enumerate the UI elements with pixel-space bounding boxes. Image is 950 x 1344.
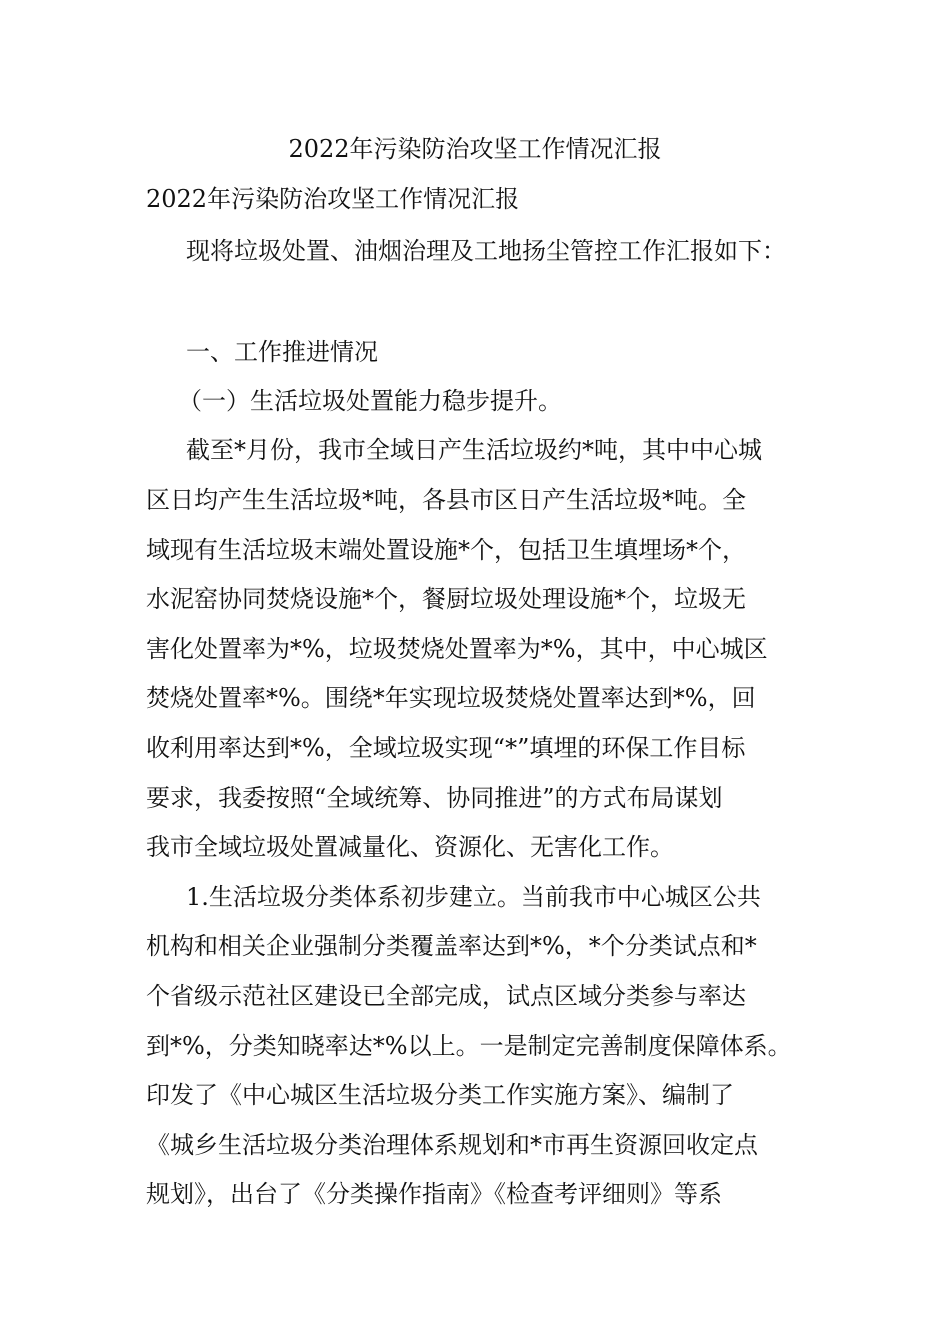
body-line: 区日均产生生活垃圾*吨，各县市区日产生活垃圾*吨。全 xyxy=(146,486,746,514)
body-line: 《城乡生活垃圾分类治理体系规划和*市再生资源回收定点 xyxy=(146,1131,758,1159)
intro-paragraph: 现将垃圾处置、油烟治理及工地扬尘管控工作汇报如下： xyxy=(186,237,786,265)
numbered-paragraph: 1.生活垃圾分类体系初步建立。当前我市中心城区公共 xyxy=(186,883,761,911)
body-line: 要求，我委按照“全域统筹、协同推进”的方式布局谋划 xyxy=(146,784,723,812)
body-line: 机构和相关企业强制分类覆盖率达到*%，*个分类试点和* xyxy=(146,932,757,960)
document-title-centered: 2022年污染防治攻坚工作情况汇报 xyxy=(288,135,662,163)
body-line: 焚烧处置率*%。围绕*年实现垃圾焚烧处置率达到*%，回 xyxy=(146,684,756,712)
document-title-left: 2022年污染防治攻坚工作情况汇报 xyxy=(146,185,520,213)
body-line: 害化处置率为*%，垃圾焚烧处置率为*%，其中，中心城区 xyxy=(146,635,768,663)
body-line: 印发了《中心城区生活垃圾分类工作实施方案》、编制了 xyxy=(146,1081,734,1109)
body-line: 个省级示范社区建设已全部完成，试点区域分类参与率达 xyxy=(146,982,746,1010)
body-line: 水泥窑协同焚烧设施*个，餐厨垃圾处理设施*个，垃圾无 xyxy=(146,585,746,613)
section-heading: 一、工作推进情况 xyxy=(186,338,378,366)
body-line: 收利用率达到*%，全域垃圾实现“*”填埋的环保工作目标 xyxy=(146,734,746,762)
body-line: 域现有生活垃圾末端处置设施*个，包括卫生填埋场*个， xyxy=(146,536,746,564)
body-line: 到*%，分类知晓率达*%以上。一是制定完善制度保障体系。 xyxy=(146,1032,792,1060)
body-line: 规划》，出台了《分类操作指南》《检查考评细则》等系 xyxy=(146,1180,722,1208)
body-line: 我市全域垃圾处置减量化、资源化、无害化工作。 xyxy=(146,833,674,861)
subsection-heading: （一）生活垃圾处置能力稳步提升。 xyxy=(178,387,562,415)
body-line: 截至*月份，我市全域日产生活垃圾约*吨，其中中心城 xyxy=(186,436,762,464)
